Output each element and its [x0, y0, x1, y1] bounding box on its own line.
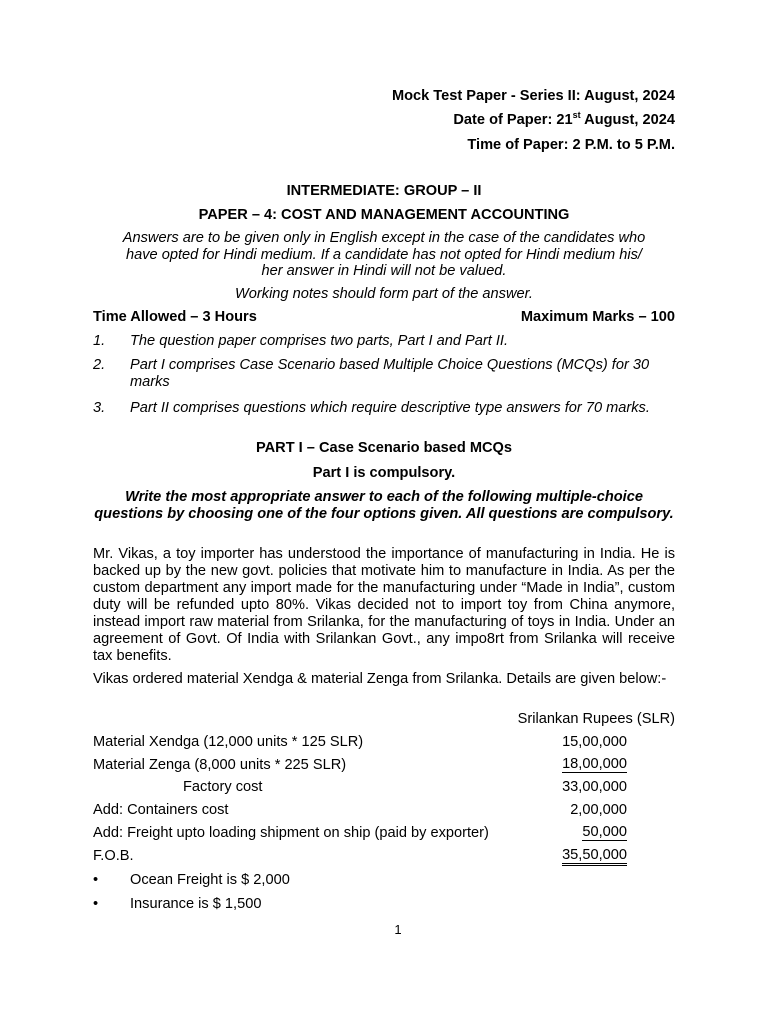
part1-instruction: Write the most appropriate answer to each of the following multiple-choice questions by choosing one of the four options given. All questions are compulsory.: [94, 489, 674, 522]
bullet-icon: •: [93, 896, 99, 912]
group-title: INTERMEDIATE: GROUP – II: [286, 183, 482, 199]
paper-title: PAPER – 4: COST AND MANAGEMENT ACCOUNTING: [198, 207, 570, 223]
date-line: Date of Paper: 21st August, 2024: [453, 110, 675, 128]
table-row: Material Zenga (8,000 units * 225 SLR) 18,00,000: [93, 756, 627, 773]
table-row: F.O.B. 35,50,000: [93, 847, 627, 864]
series-line: Mock Test Paper - Series II: August, 2024: [391, 88, 675, 104]
table-row: Add: Containers cost 2,00,000: [93, 802, 627, 818]
case-paragraph-1: Mr. Vikas, a toy importer has understood the importance of manufacturing in India. He is backed up by the new govt. policies that motivate him to manufacture in India. As per the custom department any import made for the manufacturing under “Made in India”, custom duty will be refunded upto 80%. Vikas decided not to import toy from China anymore, instead import raw material from Srilanka, for the manufacturing of toys in India. Under an agreement of Govt. Of India with Srilankan Govt., any impo8rt from Srilanka will receive tax benefits.: [93, 546, 675, 664]
case-paragraph-2: Vikas ordered material Xendga & material Zenga from Srilanka. Details are given below:-: [93, 671, 667, 687]
working-notes-instruction: Working notes should form part of the answer.: [235, 286, 533, 302]
time-allowed: Time Allowed – 3 Hours: [93, 309, 257, 325]
part1-compulsory: Part I is compulsory.: [312, 465, 456, 481]
part1-heading: PART I – Case Scenario based MCQs: [255, 440, 513, 456]
currency-header: Srilankan Rupees (SLR): [517, 711, 675, 727]
maximum-marks: Maximum Marks – 100: [520, 309, 675, 325]
table-row: Add: Freight upto loading shipment on ship (paid by exporter) 50,000: [93, 824, 627, 841]
table-row: Factory cost 33,00,000: [183, 779, 627, 795]
language-instruction-line2: have opted for Hindi medium. If a candidate has not opted for Hindi medium his/: [126, 247, 642, 263]
language-instruction-line3: her answer in Hindi will not be valued.: [261, 263, 507, 279]
page-number: 1: [394, 922, 402, 937]
bullet-icon: •: [93, 872, 99, 888]
table-row: Material Xendga (12,000 units * 125 SLR) 15,00,000: [93, 734, 627, 750]
time-line: Time of Paper: 2 P.M. to 5 P.M.: [467, 137, 675, 153]
language-instruction-line1: Answers are to be given only in English except in the case of the candidates who: [122, 230, 646, 246]
